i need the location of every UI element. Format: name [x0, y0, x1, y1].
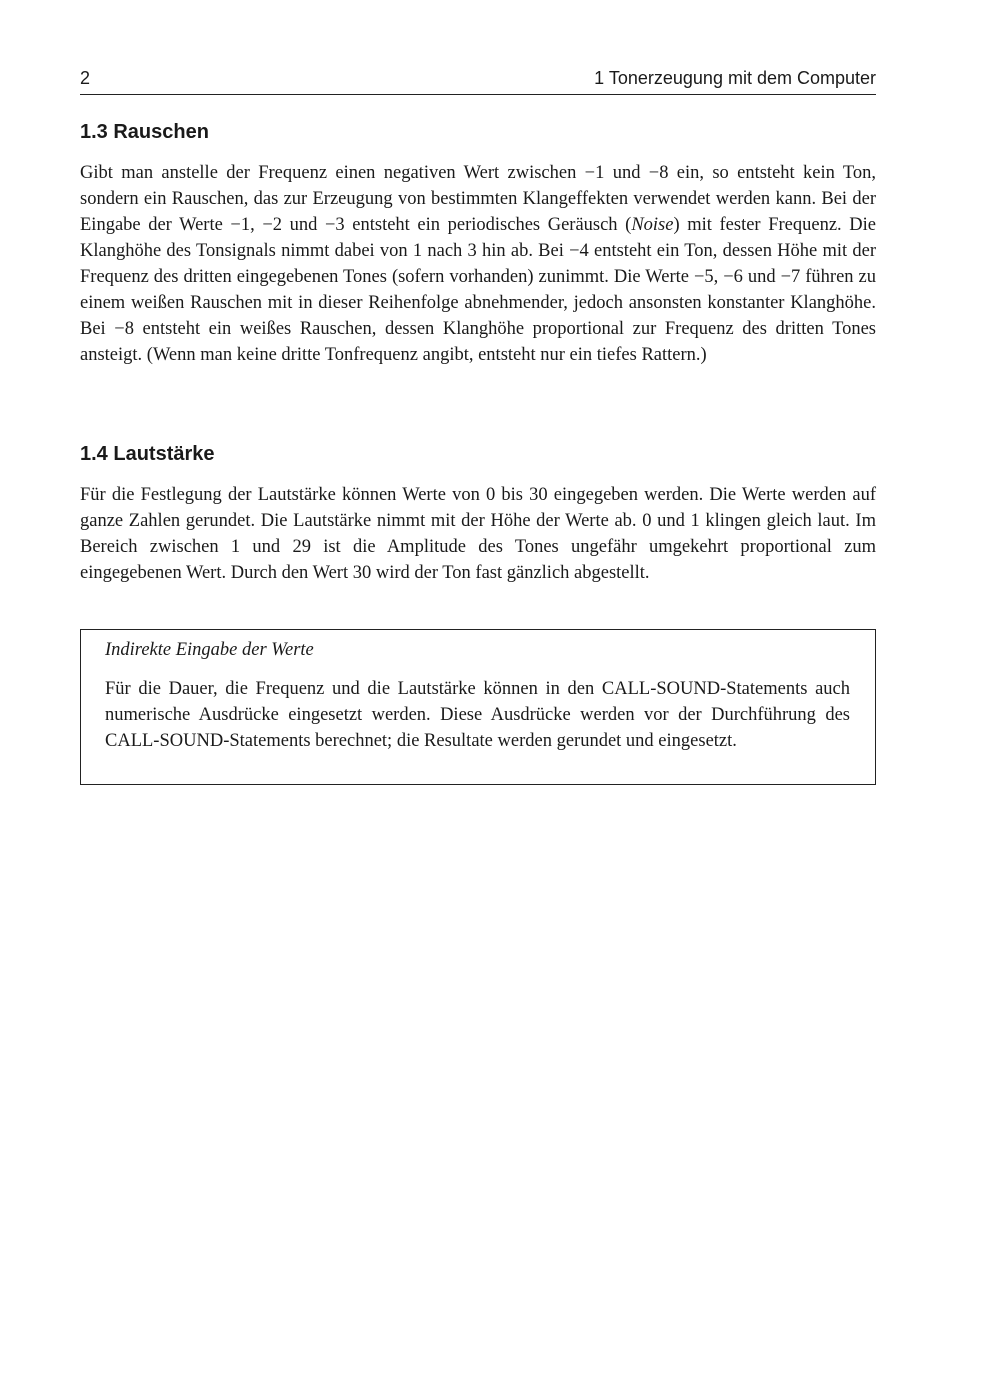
running-header	[80, 68, 876, 95]
paragraph-text: ) mit fester Frequenz. Die Klanghöhe des Tonsignals nimmt dabei von 1 nach 3 hin ab. Bei −4 entsteht ein Ton, dessen Höhe mit der Frequenz des dritten eingegebenen Tones (sofern vorhanden) zunimmt. Die Werte −5, −6 und −7 führen zu einem weißen Rauschen mit in dieser Reihenfolge abnehmender, jedoch ansonsten konstanter Klanghöhe. Bei −8 entsteht ein weißes Rauschen, dessen Klanghöhe proportional zur Frequenz des dritten Tones ansteigt. (Wenn man keine dritte Tonfrequenz angibt, entsteht nur ein tiefes Rattern.)	[80, 215, 876, 365]
note-box-title: Indirekte Eingabe der Werte	[105, 640, 314, 660]
section-paragraph-lautstaerke: Für die Festlegung der Lautstärke können Werte von 0 bis 30 eingegeben werden. Die Werte werden auf ganze Zahlen gerundet. Die Lautstärke nimmt mit der Höhe der Werte ab. 0 und 1 klingen gleich laut. Im Bereich zwischen 1 und 29 ist die Amplitude des Tones ungefähr umgekehrt proportional zum eingegebenen Wert. Durch den Wert 30 wird der Ton fast gänzlich abgestellt.	[80, 485, 876, 583]
chapter-title: 1 Tonerzeugung mit dem Computer	[594, 68, 876, 88]
section-paragraph-rauschen	[80, 160, 876, 368]
italic-term: Noise	[631, 215, 674, 235]
note-box	[80, 629, 876, 785]
paragraph-text: Gibt man anstelle der Frequenz einen negativen Wert zwischen −1 und −8 ein, so entsteht kein Ton, sondern ein Rauschen, das zur Erzeugung von bestimmten Klangeffekten verwendet werden kann. Bei der Eingabe der Werte −1, −2 und −3 entsteht ein periodisches Geräusch (	[80, 163, 876, 235]
section-heading-rauschen: 1.3 Rauschen	[80, 121, 209, 143]
section-heading-lautstaerke: 1.4 Lautstärke	[80, 443, 215, 465]
page-number: 2	[80, 68, 91, 88]
note-box-text: Für die Dauer, die Frequenz und die Lautstärke können in den CALL-SOUND-Statements auch numerische Ausdrücke eingesetzt werden. Diese Ausdrücke werden vor der Durchführung des CALL-SOUND-Statements berechnet; die Resultate werden gerundet und eingesetzt.	[105, 679, 850, 751]
